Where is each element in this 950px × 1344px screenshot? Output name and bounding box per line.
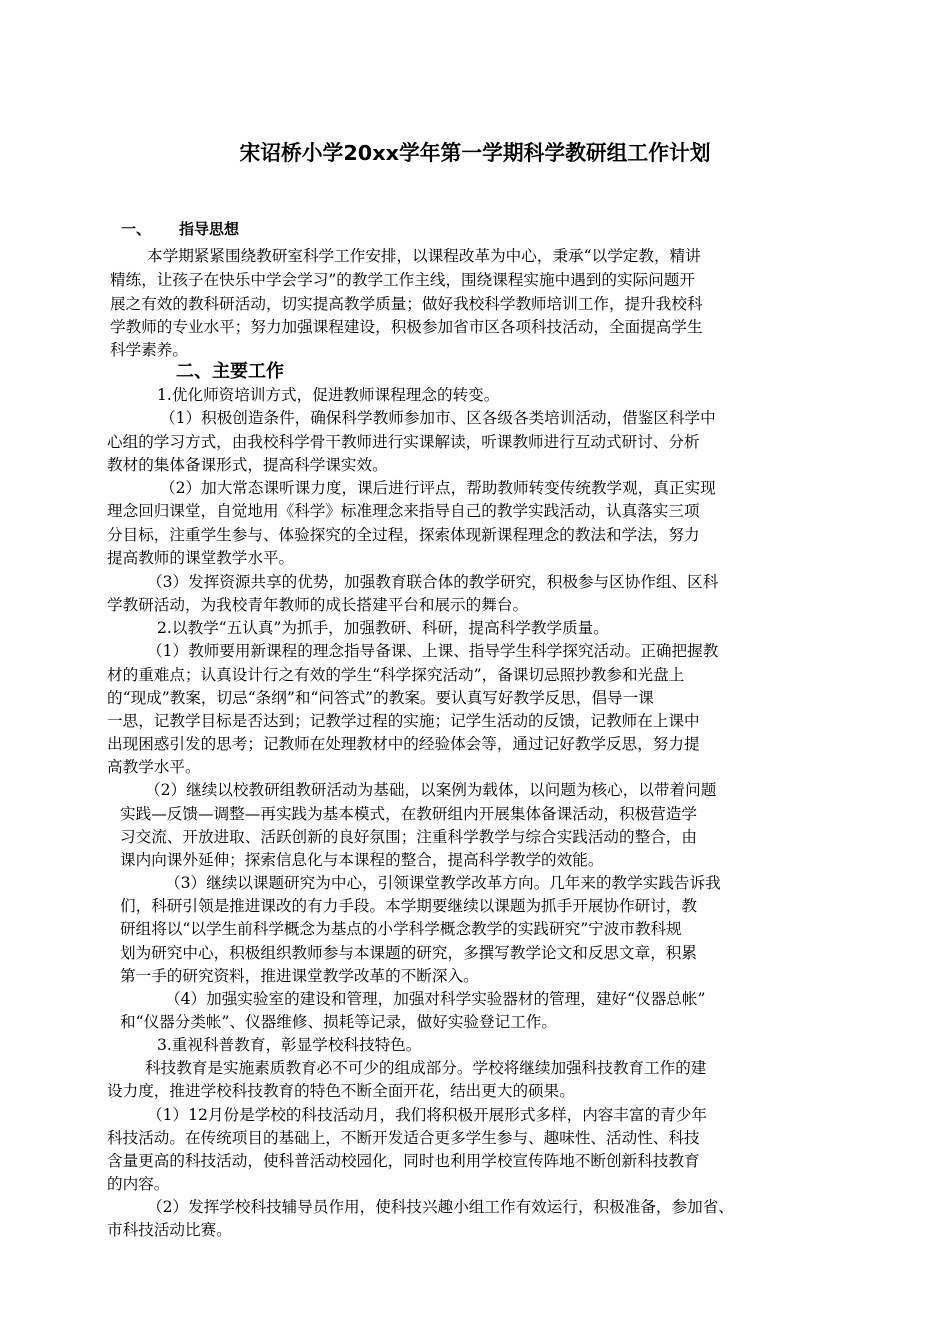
text-line: 出现困惑引发的思考；记教师在处理教材中的经验体会等，通过记好教学反思，努力提: [107, 735, 700, 753]
text-line: 科技教育是实施素质教育必不可少的组成部分。学校将继续加强科技教育工作的建: [145, 1059, 707, 1077]
text-line: 学教师的专业水平；努力加强课程建设，积极参加省市区各项科技活动，全面提高学生: [110, 318, 703, 336]
text-line: 科学素养。: [110, 341, 188, 359]
text-line: 2.以教学“五认真”为抓手，加强教研、科研，提高科学教学质量。: [157, 619, 609, 637]
text-line: （1）积极创造条件，确保科学教师参加市、区各级各类培训活动，借鉴区科学中: [160, 409, 716, 427]
text-line: 实践—反馈—调整—再实践为基本模式，在教研组内开展集体备课活动，积极营造学: [120, 805, 697, 823]
text-line: 教材的集体备课形式，提高科学课实效。: [107, 456, 388, 474]
text-line: 分目标，注重学生参与、体验探究的全过程，探索体现新课程理念的教法和学法，努力: [107, 526, 700, 544]
text-line: 3.重视科普教育，彰显学校科技特色。: [157, 1036, 422, 1054]
text-line: （2）发挥学校科技辅导员作用，使科技兴趣小组工作有效运行，积极准备，参加省、: [147, 1198, 734, 1216]
text-line: 材的重难点；认真设计行之有效的学生“科学探究活动”，备课切忌照抄教参和光盘上: [107, 666, 685, 684]
text-line: （2）加大常态课听课力度，课后进行评点，帮助教师转变传统教学观，真正实现: [160, 479, 716, 497]
text-line: 的内容。: [107, 1175, 170, 1193]
text-line: 习交流、开放进取、活跃创新的良好氛围；注重科学教学与综合实践活动的整合，由: [120, 828, 697, 846]
text-line: 本学期紧紧围绕教研室科学工作安排，以课程改革为中心，秉承“以学定教，精讲: [147, 247, 701, 265]
text-line: 科技活动。在传统项目的基础上，不断开发适合更多学生参与、趣味性、活动性、科技: [107, 1129, 700, 1147]
text-line: 设力度，推进学校科技教育的特色不断全面开花，结出更大的硕果。: [107, 1082, 575, 1100]
text-line: 含量更高的科技活动，使科普活动校园化，同时也利用学校宣传阵地不断创新科技教育: [107, 1152, 700, 1170]
text-line: 一思，记教学目标是否达到；记教学过程的实施；记学生活动的反馈，记教师在上课中: [107, 712, 700, 730]
document-title: 宋诏桥小学20xx学年第一学期科学教研组工作计划: [239, 141, 711, 165]
text-line: 研组将以“以学生前科学概念为基点的小学科学概念教学的实践研究”宁波市教科规: [120, 920, 682, 938]
text-line: （3）继续以课题研究为中心，引领课堂教学改革方向。几年来的教学实践告诉我: [165, 874, 721, 892]
text-line: 们，科研引领是推进课改的有力手段。本学期要继续以课题为抓手开展协作研讨，教: [120, 897, 697, 915]
text-line: 高教学水平。: [107, 758, 201, 776]
text-line: 的“现成”教案，切忌“条纲”和“问答式”的教案。要认真写好教学反思，倡导一课: [107, 689, 654, 707]
section-heading-text: 指导思想: [179, 220, 240, 238]
text-line: （1）12月份是学校的科技活动月，我们将积极开展形式多样，内容丰富的青少年: [147, 1106, 707, 1124]
text-line: 和“仪器分类帐”、仪器维修、损耗等记录，做好实验登记工作。: [120, 1013, 557, 1031]
section-heading-main-work: 二、主要工作: [176, 361, 284, 382]
text-line: 提高教师的课堂教学水平。: [107, 549, 295, 567]
text-line: （3）发挥资源共享的优势，加强教育联合体的教学研究，积极参与区协作组、区科: [147, 573, 719, 591]
text-line: 第一手的研究资料，推进课堂教学改革的不断深入。: [120, 967, 479, 985]
text-line: 课内向课外延伸；探索信息化与本课程的整合，提高科学教学的效能。: [120, 851, 604, 869]
text-line: （2）继续以校教研组教研活动为基础，以案例为载体，以问题为核心，以带着问题: [145, 781, 717, 799]
text-line: （4）加强实验室的建设和管理，加强对科学实验器材的管理，建好“仪器总帐”: [165, 990, 706, 1008]
text-line: 精练，让孩子在快乐中学会学习”的教学工作主线，围绕课程实施中遇到的实际问题开: [110, 271, 695, 289]
text-line: 展之有效的教科研活动，切实提高教学质量；做好我校科学教师培训工作，提升我校科: [110, 295, 703, 313]
text-line: （1）教师要用新课程的理念指导备课、上课、指导学生科学探究活动。正确把握教: [147, 642, 719, 660]
text-line: 心组的学习方式，由我校科学骨干教师进行实课解读，听课教师进行互动式研讨、分析: [107, 433, 700, 451]
section-number: 一、: [121, 220, 152, 238]
text-line: 学教研活动，为我校青年教师的成长搭建平台和展示的舞台。: [107, 596, 529, 614]
text-line: 1.优化师资培训方式，促进教师课程理念的转变。: [157, 386, 500, 404]
text-line: 划为研究中心，积极组织教师参与本课题的研究，多撰写教学论文和反思文章，积累: [120, 944, 697, 962]
section-heading-guiding-thought: [121, 218, 239, 240]
text-line: 市科技活动比赛。: [107, 1221, 232, 1239]
text-line: 理念回归课堂，自觉地用《科学》标准理念来指导自己的教学实践活动，认真落实三项: [107, 502, 700, 520]
